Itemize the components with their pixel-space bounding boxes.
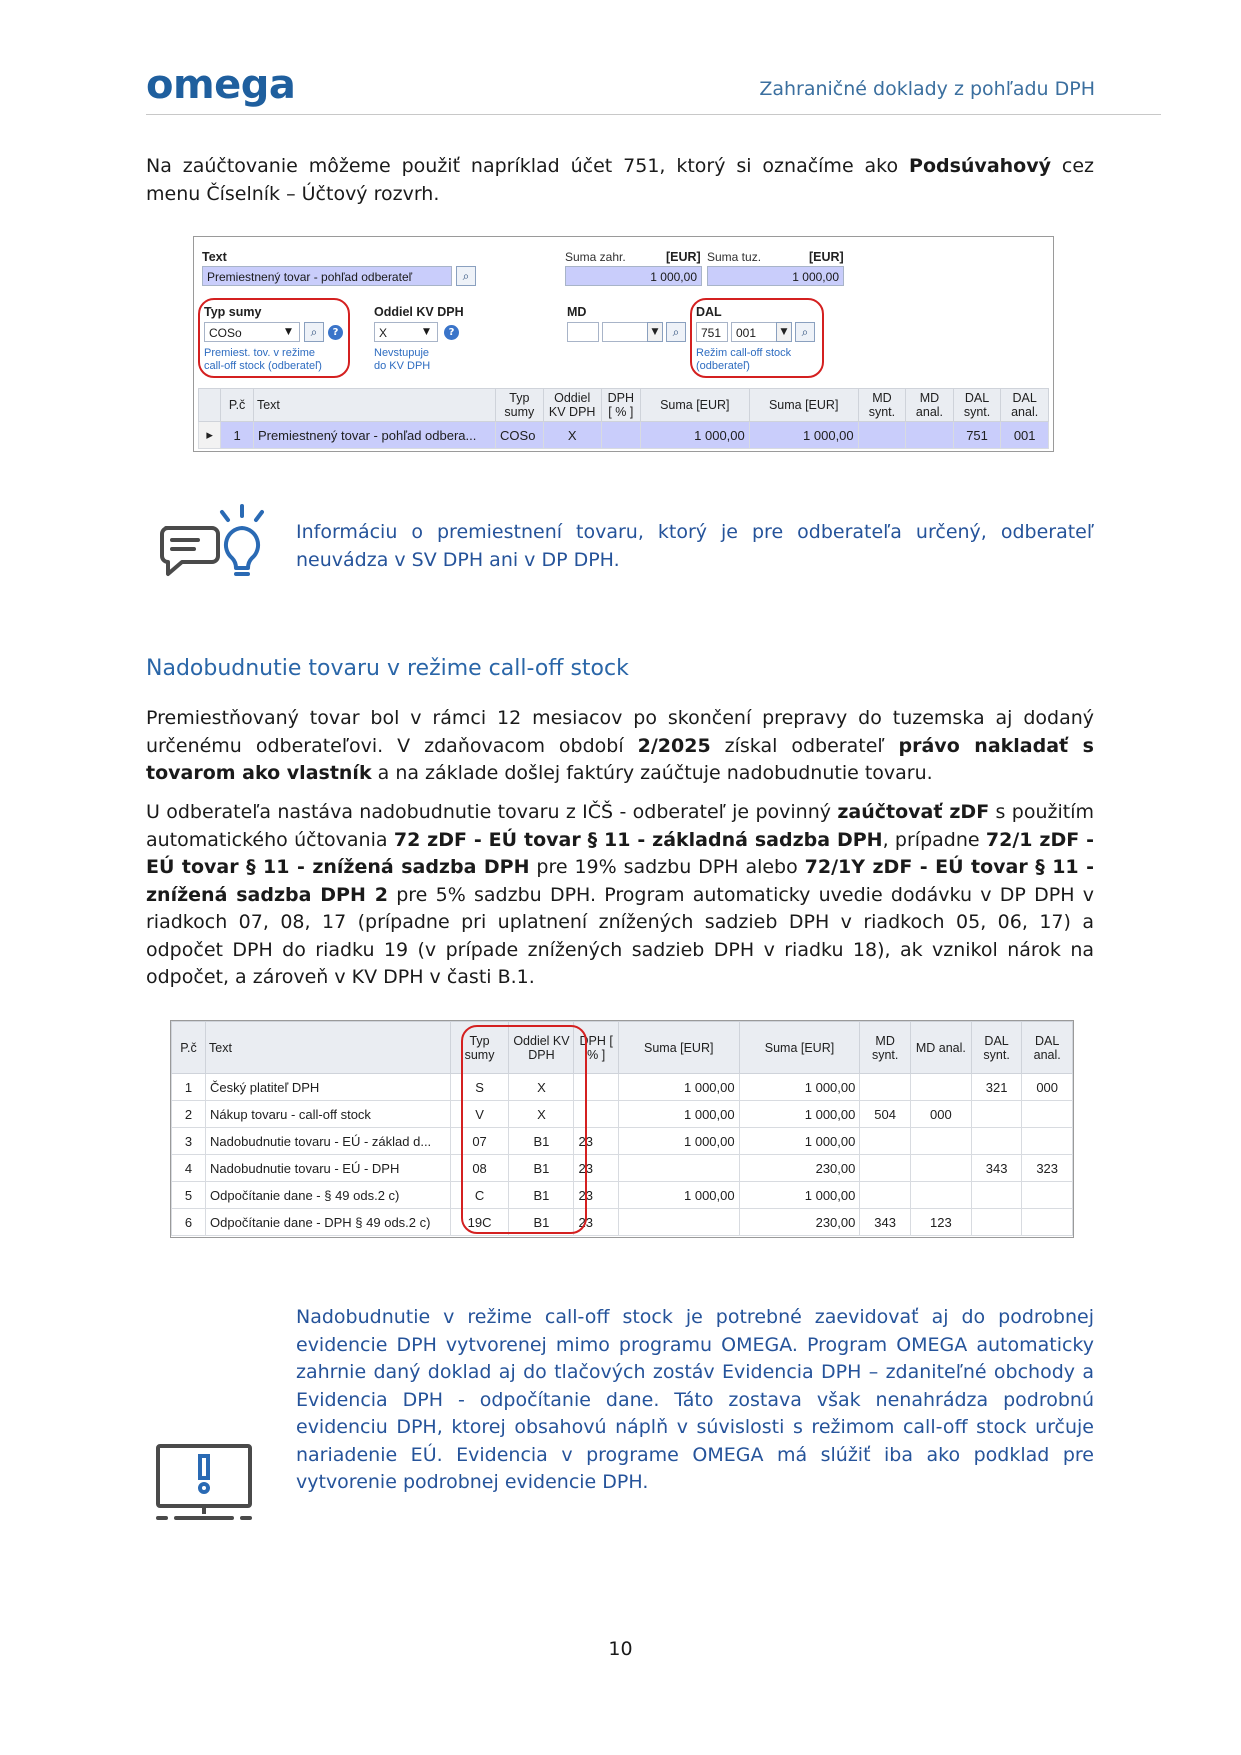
cell-dal-anal: 000 — [1022, 1074, 1073, 1101]
cell-dph: 23 — [574, 1209, 618, 1236]
cell-dph: 23 — [574, 1128, 618, 1155]
cell-md-anal: 000 — [910, 1101, 971, 1128]
col-header-dph[interactable]: DPH [ % ] — [574, 1022, 618, 1074]
accounting-grid-screenshot — [170, 1020, 1074, 1238]
cell-md-synt: 343 — [860, 1209, 911, 1236]
cell-oddiel: B1 — [509, 1155, 574, 1182]
paragraph: Premiestňovaný tovar bol v rámci 12 mesiacov po skončení prepravy do tuzemska aj dodaný určenému odberateľovi. V zdaňovacom období 2/2025 získal odberateľ právo nakladať s tovarom ako vlastník a na základe došlej faktúry zaúčtuje nadobudnutie tovaru. — [146, 707, 1094, 784]
monitor-exclamation-icon — [154, 1442, 254, 1526]
col-header-oddiel[interactable]: Oddiel KV DPH — [509, 1022, 574, 1074]
lightbulb-chat-icon — [158, 502, 264, 584]
cell-typ-sumy: C — [450, 1182, 509, 1209]
cell-dal-anal: 323 — [1022, 1155, 1073, 1182]
cell-typ-sumy: 07 — [450, 1128, 509, 1155]
cell-pc: 3 — [172, 1128, 206, 1155]
cell-md-anal — [910, 1074, 971, 1101]
header-divider — [146, 114, 1161, 115]
cell-typ-sumy: S — [450, 1074, 509, 1101]
col-header-md-anal[interactable]: MD anal. — [906, 389, 954, 422]
suma-tuz-unit: [EUR] — [809, 250, 844, 264]
col-header-suma-2[interactable]: Suma [EUR] — [739, 1022, 860, 1074]
help-icon[interactable]: ? — [444, 325, 459, 340]
md-synt-field[interactable] — [567, 322, 599, 342]
chevron-down-icon[interactable]: ▼ — [285, 327, 292, 337]
highlight-dal — [690, 298, 824, 378]
row-indicator-header — [199, 389, 221, 422]
col-header-dal-synt[interactable]: DAL synt. — [971, 1022, 1022, 1074]
cell-dal-anal — [1022, 1182, 1073, 1209]
cell-dal-synt: 321 — [971, 1074, 1022, 1101]
cell-dal-anal — [1022, 1101, 1073, 1128]
highlight-typ-oddiel-columns — [461, 1025, 587, 1234]
text-label: Text — [202, 250, 227, 264]
cell-suma-1: 1 000,00 — [618, 1074, 739, 1101]
typ-sumy-label: Typ sumy — [204, 305, 262, 319]
intro-paragraph: Na zaúčtovanie môžeme použiť napríklad účet 751, ktorý si označíme ako Podsúvahový cez menu Číselník – Účtový rozvrh. — [146, 155, 1094, 205]
col-header-dal-anal[interactable]: DAL anal. — [1001, 389, 1049, 422]
table-row[interactable] — [199, 422, 1049, 449]
help-icon[interactable]: ? — [328, 325, 343, 340]
cell-md-synt: 504 — [860, 1101, 911, 1128]
suma-tuz-label: Suma tuz. — [707, 250, 762, 264]
cell-text: Odpočítanie dane - § 49 ods.2 c) — [206, 1182, 451, 1209]
col-header-text[interactable]: Text — [253, 389, 495, 422]
tip-text: Nadobudnutie v režime call-off stock je potrebné zaevidovať aj do podrobnej evidencie DPH vytvorenej mimo programu OMEGA. Program OMEGA automaticky zahrnie daný doklad aj do tlačových zostáv Evidencia DPH – zdaniteľné obchody a Evidencia DPH - odpočítanie dane. Táto zostava však nenahrádza podrobnú evidenciu DPH, ktorej obsahovú náplň v súvislosti s režimom call-off stock určuje nariadenie EÚ. Evidencia v programe OMEGA má slúžiť iba ako podklad pre vytvorenie podrobnej evidencie DPH. — [296, 1306, 1094, 1493]
omega-logo: omega — [146, 62, 296, 108]
cell-md-anal — [910, 1155, 971, 1182]
suma-zahr-unit: [EUR] — [666, 250, 701, 264]
cell-dal-anal — [1022, 1128, 1073, 1155]
cell-suma-2: 1 000,00 — [749, 422, 858, 449]
cell-md-anal: 123 — [910, 1209, 971, 1236]
suma-tuz-field[interactable]: 1 000,00 — [707, 266, 844, 286]
cell-dal-synt: 343 — [971, 1155, 1022, 1182]
col-header-oddiel[interactable]: Oddiel KV DPH — [543, 389, 601, 422]
cell-suma-1 — [618, 1209, 739, 1236]
cell-pc: 6 — [172, 1209, 206, 1236]
cell-dal-synt — [971, 1101, 1022, 1128]
dal-synt-field[interactable]: 751 — [696, 322, 728, 342]
chevron-down-icon[interactable]: ▼ — [423, 327, 430, 337]
cell-typ-sumy: COSo — [496, 422, 544, 449]
cell-md-anal — [910, 1128, 971, 1155]
cell-text: Nákup tovaru - call-off stock — [206, 1101, 451, 1128]
dal-anal-field[interactable]: 001 — [731, 322, 791, 342]
cell-md-synt — [858, 422, 906, 449]
lookup-icon[interactable]: ⌕ — [456, 266, 476, 286]
cell-dph: 23 — [574, 1155, 618, 1182]
suma-zahr-field[interactable]: 1 000,00 — [565, 266, 702, 286]
cell-md-anal — [910, 1182, 971, 1209]
table-row[interactable] — [172, 1209, 1073, 1236]
cell-suma-1 — [618, 1155, 739, 1182]
col-header-text[interactable]: Text — [206, 1022, 451, 1074]
lookup-icon[interactable]: ⌕ — [304, 322, 324, 342]
document-form-screenshot — [193, 236, 1054, 452]
col-header-typ-sumy[interactable]: Typ sumy — [496, 389, 544, 422]
items-grid — [171, 1021, 1073, 1236]
chevron-down-icon[interactable]: ▼ — [776, 322, 792, 342]
oddiel-kv-dph-select[interactable]: X — [374, 322, 438, 342]
cell-oddiel: B1 — [509, 1209, 574, 1236]
col-header-dph[interactable]: DPH [ % ] — [601, 389, 640, 422]
cell-pc: 5 — [172, 1182, 206, 1209]
cell-oddiel: X — [509, 1101, 574, 1128]
table-row[interactable] — [172, 1128, 1073, 1155]
page-number: 10 — [608, 1638, 633, 1660]
highlight-typ-sumy — [198, 298, 350, 378]
cell-typ-sumy: V — [450, 1101, 509, 1128]
cell-typ-sumy: 08 — [450, 1155, 509, 1182]
md-label: MD — [567, 305, 587, 319]
col-header-typ-sumy[interactable]: Typ sumy — [450, 1022, 509, 1074]
cell-dal-synt — [971, 1182, 1022, 1209]
cell-text: Nadobudnutie tovaru - EÚ - základ d... — [206, 1128, 451, 1155]
cell-md-synt — [860, 1182, 911, 1209]
cell-text: Nadobudnutie tovaru - EÚ - DPH — [206, 1155, 451, 1182]
cell-oddiel: B1 — [509, 1128, 574, 1155]
cell-suma-1: 1 000,00 — [618, 1182, 739, 1209]
cell-dph — [601, 422, 640, 449]
cell-suma-2: 1 000,00 — [739, 1182, 860, 1209]
cell-suma-1: 1 000,00 — [618, 1101, 739, 1128]
text-field[interactable]: Premiestnený tovar - pohľad odberateľ — [202, 266, 452, 286]
col-header-pc[interactable]: P.č — [172, 1022, 206, 1074]
col-header-md-synt[interactable]: MD synt. — [860, 1022, 911, 1074]
col-header-md-synt[interactable]: MD synt. — [858, 389, 906, 422]
table-row[interactable] — [172, 1101, 1073, 1128]
col-header-suma-2[interactable]: Suma [EUR] — [749, 389, 858, 422]
col-header-md-anal[interactable]: MD anal. — [910, 1022, 971, 1074]
typ-sumy-note: Premiest. tov. v režime call-off stock (odberateľ) — [204, 347, 322, 372]
cell-md-synt — [860, 1155, 911, 1182]
cell-suma-1: 1 000,00 — [640, 422, 749, 449]
paragraph: U odberateľa nastáva nadobudnutie tovaru z IČŠ - odberateľ je povinný zaúčtovať zDF s použitím automatického účtovania 72 zDF - EÚ tovar § 11 - základná sadzba DPH, prípadne 72/1 zDF - EÚ tovar § 11 - znížená sadzba DPH pre 19% sadzbu DPH alebo 72/1Y zDF - EÚ tovar § 11 - znížená sadzba DPH 2 pre 5% sadzbu DPH. Program automaticky uvedie dodávku v DP DPH v riadkoch 07, 08, 17 (prípadne pri uplatnení znížených sadzieb DPH v riadkoch 05, 06, 17) a odpočet DPH do riadku 19 (v prípade znížených sadzieb DPH v riadku 18), ak vznikol nárok na odpočet, a zároveň v KV DPH v časti B.1. — [146, 801, 1095, 988]
cell-oddiel: B1 — [509, 1182, 574, 1209]
table-row[interactable] — [172, 1155, 1073, 1182]
col-header-pc[interactable]: P.č — [221, 389, 254, 422]
suma-zahr-label: Suma zahr. — [565, 250, 626, 264]
cell-md-synt — [860, 1074, 911, 1101]
cell-suma-2: 230,00 — [739, 1155, 860, 1182]
cell-suma-1: 1 000,00 — [618, 1128, 739, 1155]
cell-suma-2: 1 000,00 — [739, 1074, 860, 1101]
cell-oddiel: X — [509, 1074, 574, 1101]
oddiel-kv-dph-note: Nevstupuje do KV DPH — [374, 347, 431, 372]
tip-text: Informáciu o premiestnení tovaru, ktorý je pre odberateľa určený, odberateľ neuvádza v SV DPH ani v DP DPH. — [296, 521, 1094, 571]
header-title: Zahraničné doklady z pohľadu DPH — [759, 78, 1095, 100]
row-indicator-icon: ▸ — [199, 422, 221, 449]
chevron-down-icon[interactable]: ▼ — [647, 322, 663, 342]
cell-suma-2: 1 000,00 — [739, 1101, 860, 1128]
col-header-dal-synt[interactable]: DAL synt. — [953, 389, 1001, 422]
table-row[interactable] — [172, 1182, 1073, 1209]
col-header-suma-1[interactable]: Suma [EUR] — [640, 389, 749, 422]
col-header-suma-1[interactable]: Suma [EUR] — [618, 1022, 739, 1074]
cell-text: Český platiteľ DPH — [206, 1074, 451, 1101]
cell-suma-2: 230,00 — [739, 1209, 860, 1236]
cell-typ-sumy: 19C — [450, 1209, 509, 1236]
lookup-icon[interactable]: ⌕ — [666, 322, 686, 342]
cell-dal-synt — [971, 1209, 1022, 1236]
section-heading: Nadobudnutie tovaru v režime call-off stock — [146, 656, 629, 681]
cell-dal-anal — [1022, 1209, 1073, 1236]
col-header-dal-anal[interactable]: DAL anal. — [1022, 1022, 1073, 1074]
dal-label: DAL — [696, 305, 722, 319]
cell-md-synt — [860, 1128, 911, 1155]
cell-dal-synt: 751 — [953, 422, 1001, 449]
cell-pc: 4 — [172, 1155, 206, 1182]
typ-sumy-select[interactable]: COSo — [204, 322, 300, 342]
cell-pc: 1 — [221, 422, 254, 449]
lookup-icon[interactable]: ⌕ — [795, 322, 815, 342]
cell-pc: 1 — [172, 1074, 206, 1101]
cell-suma-2: 1 000,00 — [739, 1128, 860, 1155]
cell-dal-synt — [971, 1128, 1022, 1155]
cell-dal-anal: 001 — [1001, 422, 1049, 449]
cell-oddiel: X — [543, 422, 601, 449]
oddiel-kv-dph-label: Oddiel KV DPH — [374, 305, 464, 319]
cell-text: Odpočítanie dane - DPH § 49 ods.2 c) — [206, 1209, 451, 1236]
cell-pc: 2 — [172, 1101, 206, 1128]
cell-dph: 23 — [574, 1182, 618, 1209]
cell-text: Premiestnený tovar - pohľad odbera... — [253, 422, 495, 449]
table-row[interactable] — [172, 1074, 1073, 1101]
items-grid — [198, 388, 1049, 449]
dal-note: Režim call-off stock (odberateľ) — [696, 347, 792, 372]
cell-md-anal — [906, 422, 954, 449]
